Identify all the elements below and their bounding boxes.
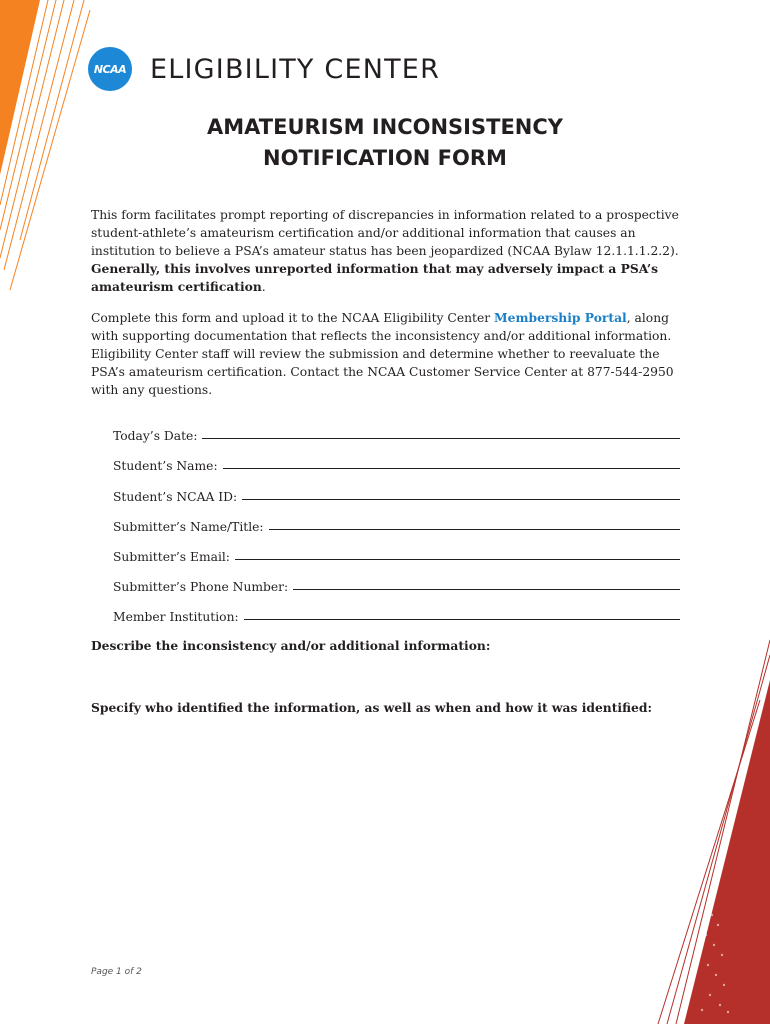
red-corner-shape xyxy=(684,680,770,1024)
member-institution-input[interactable] xyxy=(244,618,680,620)
todays-date-input[interactable] xyxy=(202,437,680,439)
field-label: Submitter’s Phone Number: xyxy=(113,580,289,595)
page-number: Page 1 of 2 xyxy=(91,967,142,977)
field-submitters-phone xyxy=(113,564,680,594)
red-hatch-lines xyxy=(658,640,770,1024)
ncaa-logo-icon xyxy=(88,47,132,91)
form-title-line2: NOTIFICATION FORM xyxy=(263,146,507,170)
field-submitters-name-title xyxy=(113,504,680,534)
form-fields xyxy=(113,413,680,624)
brand-title: ELIGIBILITY CENTER xyxy=(150,53,441,85)
field-member-institution xyxy=(113,594,680,624)
submitters-email-input[interactable] xyxy=(235,558,680,560)
intro-text: This form facilitates prompt reporting of discrepancies in information related to a prospective student-athlete’s amateurism certification and/or additional information that causes an institution to believe a PSA’s amateur status has been jeopardized (NCAA Bylaw 12.1.1.1.2.2). xyxy=(91,208,679,258)
students-ncaa-id-input[interactable] xyxy=(242,498,680,500)
instructions-paragraph xyxy=(91,309,691,399)
field-todays-date xyxy=(113,413,680,443)
header-logo xyxy=(88,47,440,91)
field-label: Today’s Date: xyxy=(113,429,198,444)
ncaa-logo-text: NCAA xyxy=(93,62,127,76)
question-describe-inconsistency: Describe the inconsistency and/or additional information: xyxy=(91,638,491,653)
field-submitters-email xyxy=(113,534,680,564)
field-students-ncaa-id xyxy=(113,473,680,503)
field-label: Submitter’s Name/Title: xyxy=(113,519,264,534)
submitters-phone-input[interactable] xyxy=(293,588,680,590)
field-label: Student’s Name: xyxy=(113,459,218,474)
instructions-text-before: Complete this form and upload it to the NCAA Eligibility Center xyxy=(91,311,495,325)
intro-bold-text: Generally, this involves unreported information that may adversely impact a PSA’s amateurism certification xyxy=(91,261,659,294)
form-title xyxy=(0,112,770,174)
submitters-name-title-input[interactable] xyxy=(269,528,680,530)
instructions-text-after: , along with supporting documentation that reflects the inconsistency and/or additional information. Eligibility Center staff will review the submission and determine whether to reevaluate the PSA’s amateurism certification. Contact the NCAA Customer Service Center at 877-544-2950 with any questions. xyxy=(91,311,674,397)
white-dot-pattern xyxy=(701,914,729,1013)
question-specify-who-identified: Specify who identified the information, as well as when and how it was identified: xyxy=(91,700,652,715)
intro-paragraph xyxy=(91,206,691,296)
field-students-name xyxy=(113,443,680,473)
field-label: Submitter’s Email: xyxy=(113,549,230,564)
intro-end: . xyxy=(261,280,266,294)
form-title-line1: AMATEURISM INCONSISTENCY xyxy=(207,115,563,139)
membership-portal-link[interactable]: Membership Portal xyxy=(494,310,627,325)
students-name-input[interactable] xyxy=(223,467,680,469)
field-label: Student’s NCAA ID: xyxy=(113,489,238,504)
field-label: Member Institution: xyxy=(113,610,239,625)
